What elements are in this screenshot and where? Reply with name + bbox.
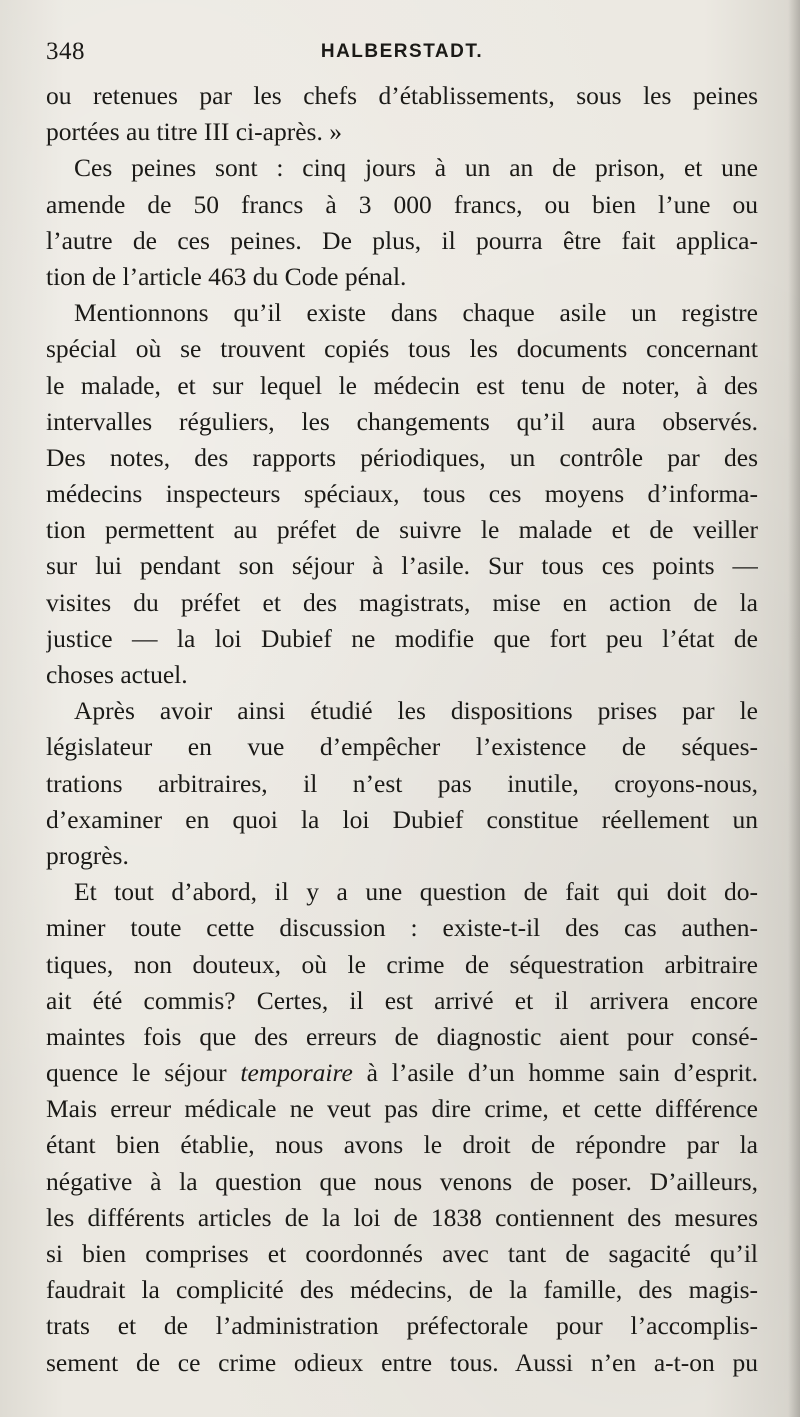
text-line: ou retenues par les chefs d’établissements, sous les peines	[46, 81, 758, 110]
text-line: négative à la question que nous venons de poser. D’ailleurs,	[46, 1166, 758, 1196]
text-line: d’examiner en quoi la loi Dubief constitue réellement un	[46, 804, 758, 834]
text-line: spécial où se trouvent copiés tous les documents concernant	[46, 334, 758, 364]
text-line: faudrait la complicité des médecins, de la famille, des magis-	[46, 1275, 758, 1305]
text-line: miner toute cette discussion : existe-t-il des cas authen-	[46, 913, 758, 943]
text-line: l’autre de ces peines. De plus, il pourra être fait applica-	[46, 225, 758, 255]
text-line: trats et de l’administration préfectorale pour l’accomplis-	[46, 1311, 758, 1341]
paragraph-first-line: Mentionnons qu’il existe dans chaque asile un registre	[74, 298, 758, 328]
text-line: visites du préfet et des magistrats, mise en action de la	[46, 587, 758, 617]
text-segment: quence le séjour	[46, 1058, 241, 1088]
paragraph-first-line: Après avoir ainsi étudié les dispositions prises par le	[74, 696, 758, 726]
paragraph-first-line: Ces peines sont : cinq jours à un an de prison, et une	[74, 153, 758, 183]
text-line: le malade, et sur lequel le médecin est tenu de noter, à des	[46, 370, 758, 400]
text-line: législateur en vue d’empêcher l’existence de séques-	[46, 732, 758, 762]
text-line: maintes fois que des erreurs de diagnostic aient pour consé-	[46, 1021, 758, 1051]
text-line: sement de ce crime odieux entre tous. Aussi n’en a-t-on pu	[46, 1347, 758, 1377]
page-number: 348	[46, 38, 85, 65]
text-line: trations arbitraires, il n’est pas inutile, croyons-nous,	[46, 768, 758, 798]
page-edge-shadow	[788, 0, 800, 1417]
text-line: si bien comprises et coordonnés avec tant de sagacité qu’il	[46, 1239, 758, 1268]
text-line: Mais erreur médicale ne veut pas dire crime, et cette différence	[46, 1094, 758, 1124]
running-head: HALBERSTADT.	[320, 41, 484, 62]
text-line: les différents articles de la loi de 1838 contiennent des mesures	[46, 1202, 758, 1232]
text-line: intervalles réguliers, les changements qu’il aura observés.	[46, 406, 758, 436]
paragraph-first-line: Et tout d’abord, il y a une question de fait qui doit do-	[74, 877, 758, 907]
text-line: portées au titre III ci-après. »	[46, 117, 342, 147]
text-line: tion de l’article 463 du Code pénal.	[46, 261, 407, 291]
text-line: justice — la loi Dubief ne modifie que fort peu l’état de	[46, 623, 758, 653]
body-text	[46, 78, 758, 1381]
text-line: médecins inspecteurs spéciaux, tous ces moyens d’informa-	[46, 479, 758, 509]
text-line: étant bien établie, nous avons le droit de répondre par la	[46, 1130, 758, 1160]
text-segment: à l’asile d’un homme sain d’esprit.	[352, 1058, 758, 1088]
text-line: sur lui pendant son séjour à l’asile. Sur tous ces points —	[46, 551, 758, 581]
page-header	[46, 38, 758, 68]
text-line: tiques, non douteux, où le crime de séquestration arbitraire	[46, 949, 758, 979]
text-line: Des notes, des rapports périodiques, un contrôle par des	[46, 442, 758, 472]
text-line: tion permettent au préfet de suivre le malade et de veiller	[46, 515, 758, 545]
text-line: ait été commis? Certes, il est arrivé et il arrivera encore	[46, 985, 758, 1015]
text-line-with-italic	[46, 1055, 758, 1091]
text-line: choses actuel.	[46, 660, 188, 689]
text-line: progrès.	[46, 840, 129, 870]
text-line: amende de 50 francs à 3 000 francs, ou bien l’une ou	[46, 189, 758, 219]
italic-word: temporaire	[240, 1058, 353, 1088]
